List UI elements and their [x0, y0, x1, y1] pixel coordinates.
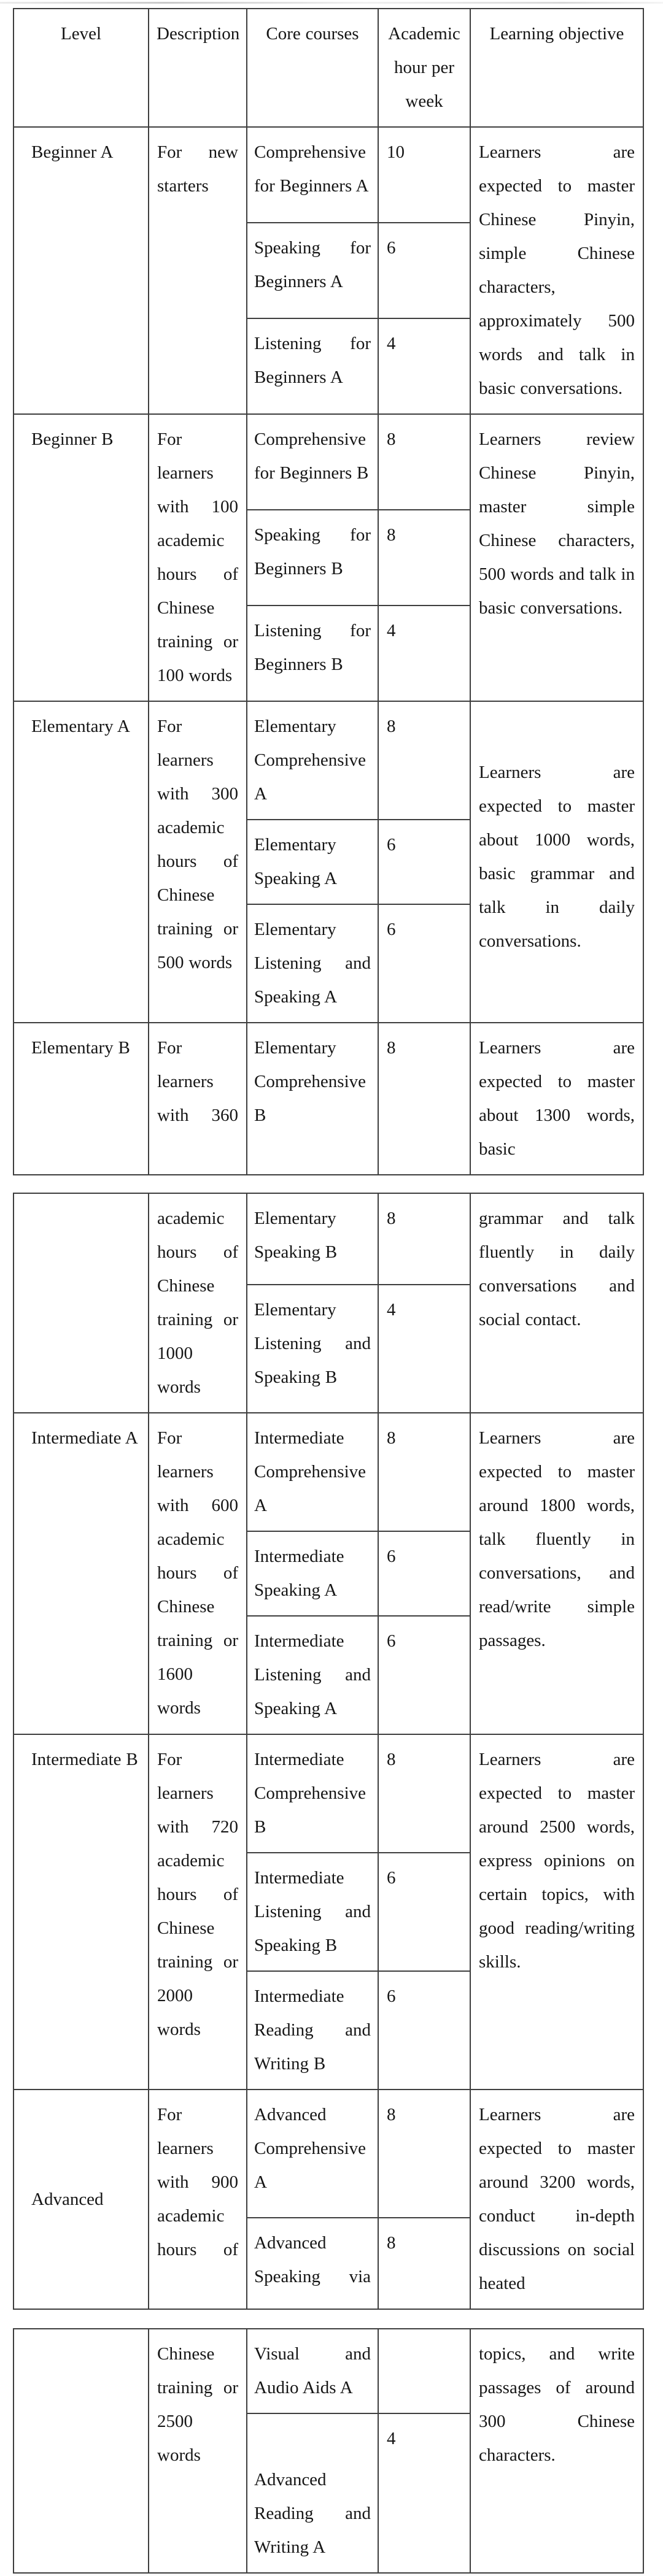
- hours-cell: 6: [378, 1616, 470, 1734]
- table-row: [14, 1413, 643, 1531]
- hours-cell: 6: [378, 1971, 470, 2090]
- header-level: Level: [14, 9, 149, 127]
- description-cell-elementary-b: For learners with 360: [149, 1023, 247, 1175]
- hours-cell: 8: [378, 1023, 470, 1175]
- course-cell: Comprehensive for Beginners A: [247, 127, 378, 223]
- table-row: [14, 127, 643, 223]
- hours-cell: 6: [378, 223, 470, 318]
- hours-cell: 6: [378, 904, 470, 1023]
- table-row: [14, 1734, 643, 1853]
- description-cell-advanced-cont: Chinese training or 2500 words: [149, 2329, 247, 2573]
- table-row: [14, 1023, 643, 1175]
- course-cell: Listening for Beginners B: [247, 606, 378, 701]
- level-cell-elementary-a: Elementary A: [14, 701, 149, 1023]
- level-cell-elementary-b: Elementary B: [14, 1023, 149, 1175]
- description-cell-elementary-a: For learners with 300 academic hours of Chinese training or 500 words: [149, 701, 247, 1023]
- curriculum-table-segment-3: [13, 2328, 644, 2574]
- hours-cell: 6: [378, 1853, 470, 1971]
- course-cell: Advanced Speaking via: [247, 2218, 378, 2309]
- objective-cell-elementary-b: Learners are expected to master about 1300 words, basic: [470, 1023, 643, 1175]
- course-cell: Intermediate Listening and Speaking A: [247, 1616, 378, 1734]
- table-row: [14, 2329, 643, 2413]
- course-cell: Elementary Comprehensive A: [247, 701, 378, 820]
- description-cell-beginner-b: For learners with 100 academic hours of Chinese training or 100 words: [149, 414, 247, 701]
- hours-cell: 4: [378, 606, 470, 701]
- course-cell: Elementary Listening and Speaking B: [247, 1285, 378, 1413]
- scan-artifact-line: [0, 2, 663, 4]
- objective-cell-beginner-a: Learners are expected to master Chinese Pinyin, simple Chinese characters, approximately 500 words and talk in basic conversations.: [470, 127, 643, 414]
- hours-cell: 8: [378, 701, 470, 820]
- course-cell: Advanced Reading and Writing A: [247, 2413, 378, 2573]
- level-cell-intermediate-a: Intermediate A: [14, 1413, 149, 1734]
- objective-cell-intermediate-b: Learners are expected to master around 2500 words, express opinions on certain topics, with good reading/writing skills.: [470, 1734, 643, 2090]
- hours-cell: 4: [378, 2413, 470, 2573]
- header-learning-objective: Learning objective: [470, 9, 643, 127]
- course-cell: Listening for Beginners A: [247, 318, 378, 414]
- header-row: [14, 9, 643, 127]
- course-cell: Intermediate Comprehensive A: [247, 1413, 378, 1531]
- level-cell-advanced-cont: [14, 2329, 149, 2573]
- table-row: [14, 414, 643, 510]
- description-cell-intermediate-a: For learners with 600 academic hours of Chinese training or 1600 words: [149, 1413, 247, 1734]
- curriculum-table-segment-2: [13, 1193, 644, 2310]
- course-cell: Comprehensive for Beginners B: [247, 414, 378, 510]
- objective-cell-elementary-a: Learners are expected to master about 1000 words, basic grammar and talk in daily conversations.: [470, 701, 643, 1023]
- level-cell-advanced: Advanced: [14, 2090, 149, 2309]
- table-row: [14, 701, 643, 820]
- course-cell: Speaking for Beginners B: [247, 510, 378, 606]
- course-cell: Elementary Speaking A: [247, 820, 378, 904]
- hours-cell: [378, 2329, 470, 2413]
- description-cell-intermediate-b: For learners with 720 academic hours of Chinese training or 2000 words: [149, 1734, 247, 2090]
- objective-cell-intermediate-a: Learners are expected to master around 1800 words, talk fluently in conversations, and read/write simple passages.: [470, 1413, 643, 1734]
- level-cell-intermediate-b: Intermediate B: [14, 1734, 149, 2090]
- hours-cell: 4: [378, 318, 470, 414]
- course-cell: Elementary Listening and Speaking A: [247, 904, 378, 1023]
- course-cell: Advanced Comprehensive A: [247, 2090, 378, 2218]
- course-cell: Intermediate Comprehensive B: [247, 1734, 378, 1853]
- description-cell-beginner-a: For new starters: [149, 127, 247, 414]
- hours-cell: 6: [378, 820, 470, 904]
- curriculum-table-segment-1: [13, 8, 644, 1175]
- objective-cell-beginner-b: Learners review Chinese Pinyin, master simple Chinese characters, 500 words and talk in basic conversations.: [470, 414, 643, 701]
- course-cell: Intermediate Reading and Writing B: [247, 1971, 378, 2090]
- hours-cell: 8: [378, 1193, 470, 1285]
- hours-cell: 8: [378, 2090, 470, 2218]
- header-description: Description: [149, 9, 247, 127]
- table-row: [14, 2090, 643, 2218]
- level-cell-elementary-b-cont: [14, 1193, 149, 1413]
- description-cell-advanced: For learners with 900 academic hours of: [149, 2090, 247, 2309]
- course-cell: Intermediate Speaking A: [247, 1531, 378, 1616]
- description-cell-elementary-b-cont: academic hours of Chinese training or 1000 words: [149, 1193, 247, 1413]
- objective-cell-advanced: Learners are expected to master around 3200 words, conduct in-depth discussions on social heated: [470, 2090, 643, 2309]
- header-academic-hours: Academic hour per week: [378, 9, 470, 127]
- hours-cell: 8: [378, 1734, 470, 1853]
- course-cell: Speaking for Beginners A: [247, 223, 378, 318]
- course-cell: Elementary Speaking B: [247, 1193, 378, 1285]
- course-cell: Visual and Audio Aids A: [247, 2329, 378, 2413]
- course-cell: Intermediate Listening and Speaking B: [247, 1853, 378, 1971]
- table-row: [14, 1193, 643, 1285]
- hours-cell: 8: [378, 2218, 470, 2309]
- hours-cell: 10: [378, 127, 470, 223]
- hours-cell: 6: [378, 1531, 470, 1616]
- hours-cell: 8: [378, 414, 470, 510]
- objective-cell-advanced-cont: topics, and write passages of around 300 Chinese characters.: [470, 2329, 643, 2573]
- course-cell: Elementary Comprehensive B: [247, 1023, 378, 1175]
- level-cell-beginner-a: Beginner A: [14, 127, 149, 414]
- objective-cell-elementary-b-cont: grammar and talk fluently in daily conversations and social contact.: [470, 1193, 643, 1413]
- hours-cell: 8: [378, 510, 470, 606]
- level-cell-beginner-b: Beginner B: [14, 414, 149, 701]
- hours-cell: 4: [378, 1285, 470, 1413]
- hours-cell: 8: [378, 1413, 470, 1531]
- header-core-courses: Core courses: [247, 9, 378, 127]
